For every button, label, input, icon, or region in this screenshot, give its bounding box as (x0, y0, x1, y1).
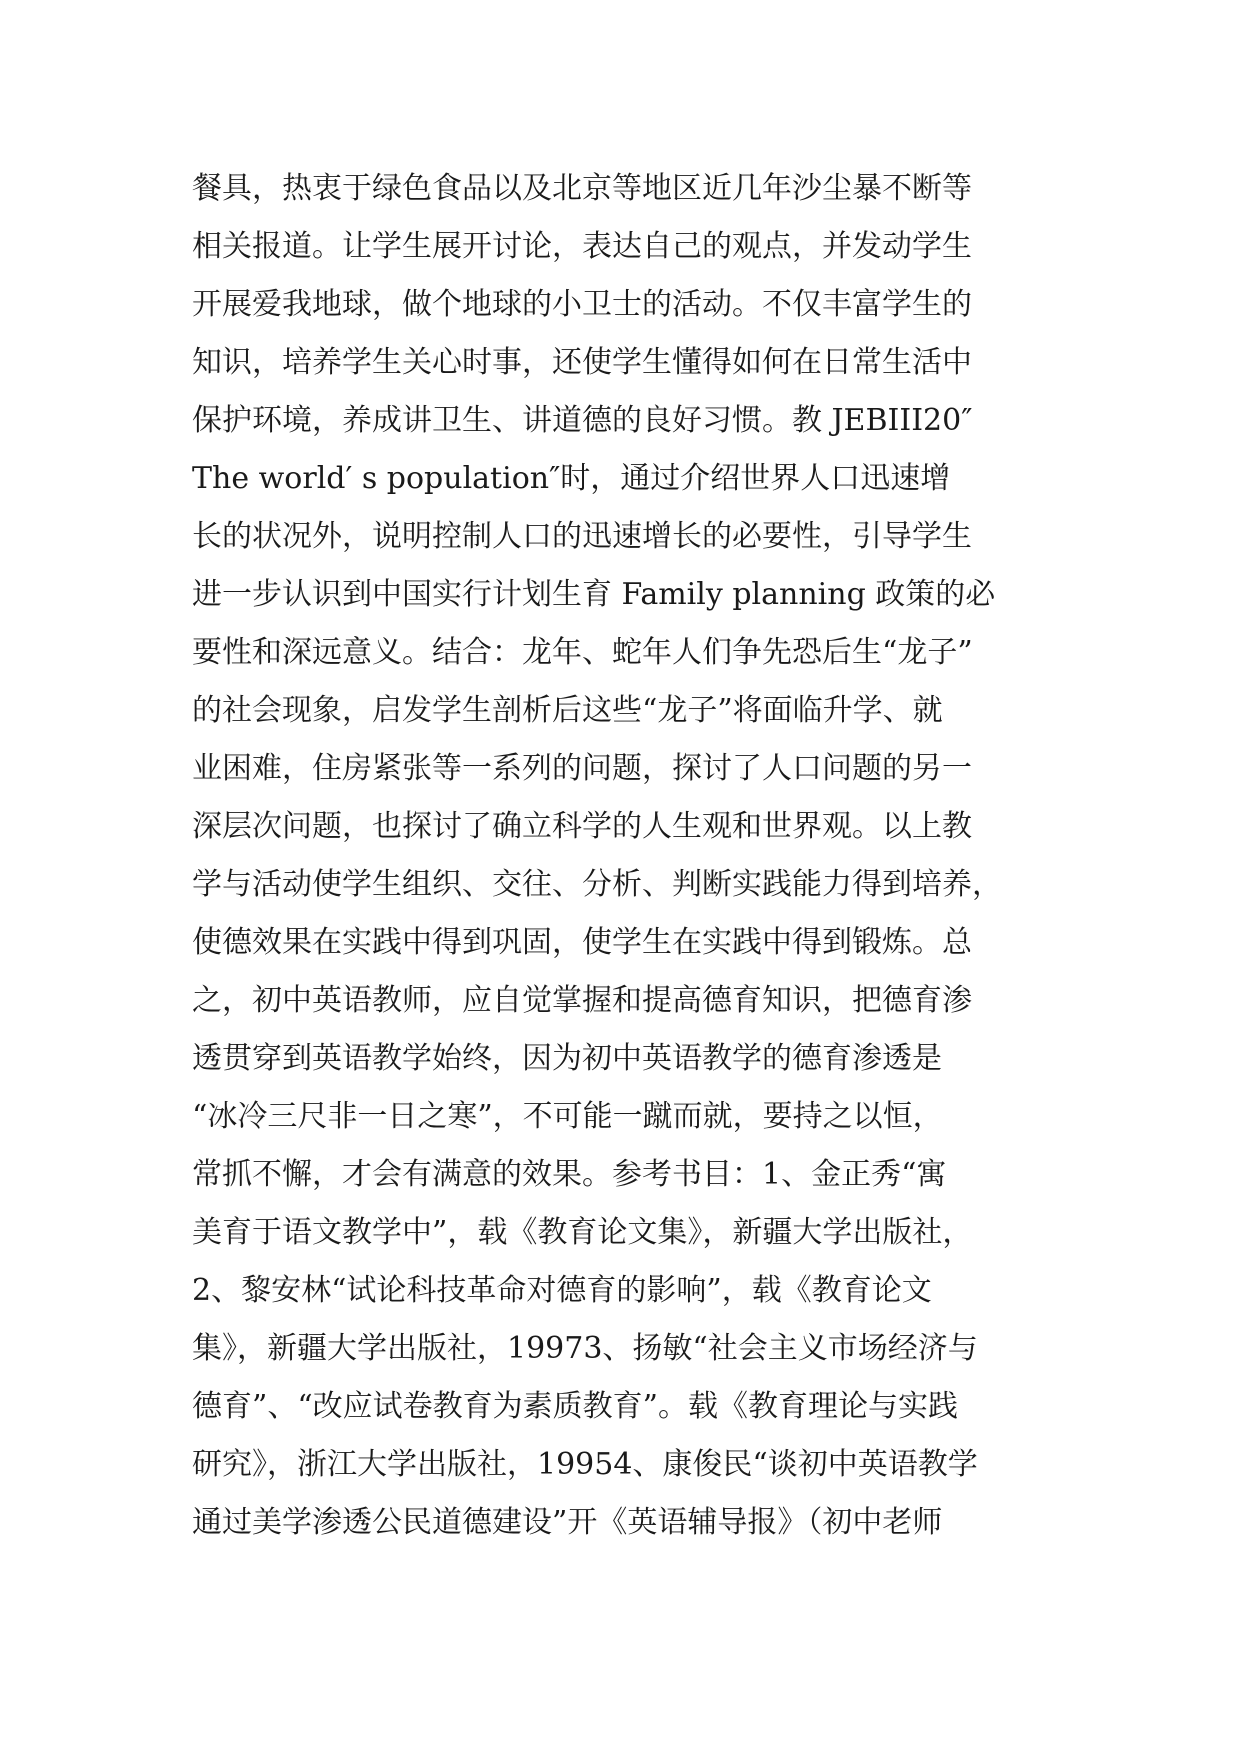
text-line: 德育”、“改应试卷教育为素质教育”。载《教育理论与实践 (192, 1389, 959, 1424)
text-line: 保护环境，养成讲卫生、讲道德的良好习惯。教 JEBIII20″ (192, 403, 973, 438)
text-line: 深层次问题，也探讨了确立科学的人生观和世界观。以上教 (192, 809, 972, 844)
text-line: 使德效果在实践中得到巩固，使学生在实践中得到锻炼。总 (192, 925, 972, 960)
text-line: 美育于语文教学中”，载《教育论文集》，新疆大学出版社， (192, 1215, 973, 1250)
text-line: 研究》，浙江大学出版社，19954、康俊民“谈初中英语教学 (192, 1447, 978, 1482)
text-line: “冰冷三尺非一日之寒”，不可能一蹴而就，要持之以恒， (192, 1099, 943, 1134)
text-line: 长的状况外，说明控制人口的迅速增长的必要性，引导学生 (192, 519, 972, 554)
text-line: 相关报道。让学生展开讨论，表达自己的观点，并发动学生 (192, 229, 972, 264)
text-line: 开展爱我地球，做个地球的小卫士的活动。不仅丰富学生的 (192, 287, 972, 322)
text-line: 要性和深远意义。结合：龙年、蛇年人们争先恐后生“龙子” (192, 635, 973, 670)
text-line: 学与活动使学生组织、交往、分析、判断实践能力得到培养， (192, 867, 1002, 902)
text-line: 常抓不懈，才会有满意的效果。参考书目：1、金正秀“寓 (192, 1157, 947, 1192)
text-line: 集》，新疆大学出版社，19973、扬敏“社会主义市场经济与 (192, 1331, 978, 1366)
text-line: 2、黎安林“试论科技革命对德育的影响”，载《教育论文 (192, 1273, 932, 1308)
text-line: The world′ s population″时，通过介绍世界人口迅速增 (192, 461, 951, 496)
text-line: 餐具，热衷于绿色食品以及北京等地区近几年沙尘暴不断等 (192, 171, 972, 206)
text-line: 通过美学渗透公民道德建设”开《英语辅导报》（初中老师 (192, 1505, 943, 1540)
body-text (192, 160, 1052, 1552)
text-line: 业困难，住房紧张等一系列的问题，探讨了人口问题的另一 (192, 751, 972, 786)
text-line: 进一步认识到中国实行计划生育 Family planning 政策的必 (192, 577, 996, 612)
text-line: 的社会现象，启发学生剖析后这些“龙子”将面临升学、就 (192, 693, 943, 728)
text-line: 知识，培养学生关心时事，还使学生懂得如何在日常生活中 (192, 345, 972, 380)
text-line: 之，初中英语教师，应自觉掌握和提高德育知识，把德育渗 (192, 983, 972, 1018)
text-line: 透贯穿到英语教学始终，因为初中英语教学的德育渗透是 (192, 1041, 942, 1076)
